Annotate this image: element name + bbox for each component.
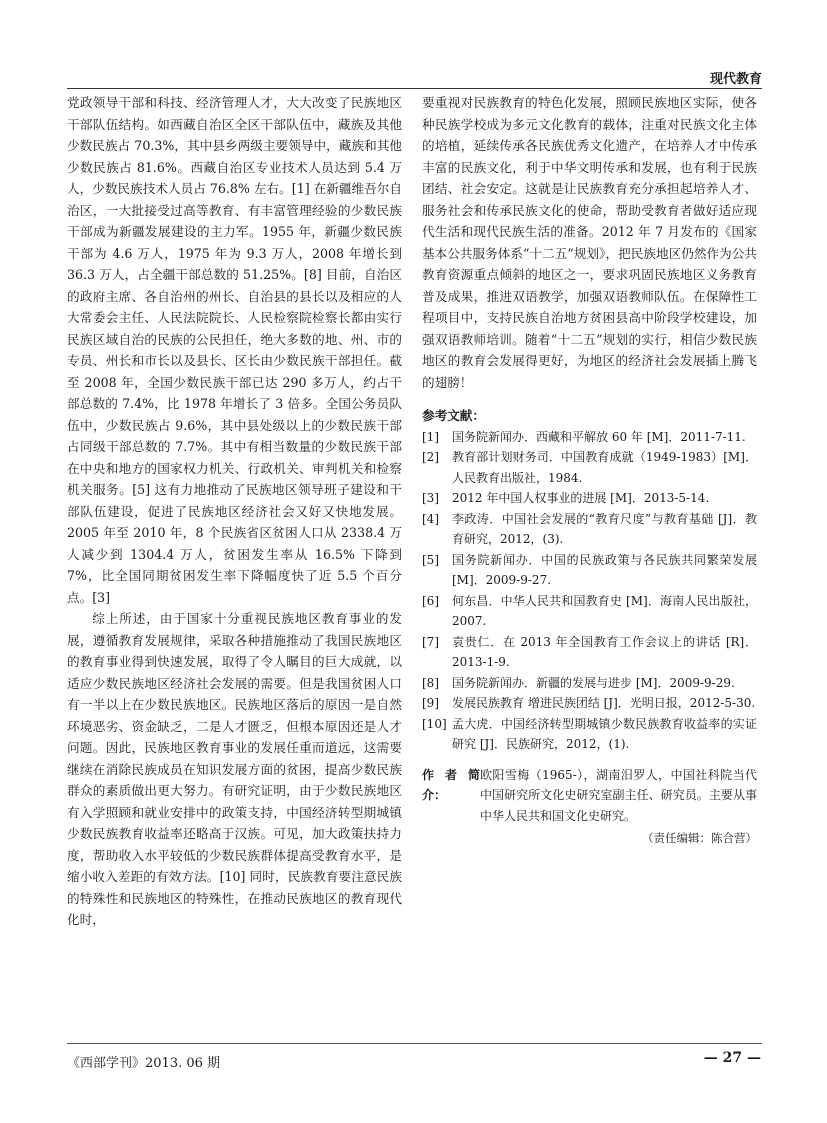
body-paragraph-1: 党政领导干部和科技、经济管理人才，大大改变了民族地区干部队伍结构。如西藏自治区全区干部队伍中，藏族及其他少数民族占 70.3%，其中县乡两级主要领导中，藏族和其他少数民族占 81.6%。西藏自治区专业技术人员达到 5.4 万人，少数民族技术人员占 76.8% 左右。[1] 在新疆维吾尔自治区，一大批接受过高等教育、有丰富管理经验的少数民族干部成为新疆发展建设的主力军。1955 年，新疆少数民族干部为 4.6 万人，1975 年为 9.3 万人，2008 年增长到 36.3 万人，占全疆干部总数的 51.25%。[8] 目前，自治区的政府主席、各自治州的州长、自治县的县长以及相应的人大常委会主任、人民法院院长、人民检察院检察长都由实行民族区域自治的民族的公民担任，绝大多数的地、州、市的专员、州长和市长以及县长、区长由少数民族干部担任。截至 2008 年，全国少数民族干部已达 290 多万人，约占干部总数的 7.4%，比 1978 年增长了 3 倍多。全国公务员队伍中，少数民族占 9.6%，其中县处级以上的少数民族干部占同级干部总数的 7.7%。其中有相当数量的少数民族干部在中央和地方的国家权力机关、行政机关、审判机关和检察机关服务。[5] 这有力地推动了民族地区领导班子建设和干部队伍建设，促进了民族地区经济社会又好又快地发展。2005 年至 2010 年，8 个民族省区贫困人口从 2338.4 万人减少到 1304.4 万人，贫困发生率从 16.5% 下降到 7%，比全国同期贫困发生率下降幅度快了近 5.5 个百分点。[3] [67, 95, 402, 605]
reference-list [422, 427, 757, 755]
reference-number: [1] [422, 429, 439, 444]
reference-item [422, 488, 757, 509]
reference-item [422, 714, 757, 755]
editor-note: （责任编辑：陈合营） [642, 831, 757, 845]
reference-text: 孟大虎．中国经济转型期城镇少数民族教育收益率的实证研究 [J]．民族研究，2012，(1). [452, 716, 757, 751]
reference-text: 国务院新闻办．西藏和平解放 60 年 [M]．2011-7-11. [452, 429, 746, 444]
reference-text: 国务院新闻办．新疆的发展与进步 [M]．2009-9-29. [452, 675, 735, 690]
reference-text: 袁贵仁．在 2013 年全国教育工作会议上的讲话 [R]．2013-1-9. [452, 634, 757, 669]
reference-text: 何东昌．中华人民共和国教育史 [M]．海南人民出版社，2007. [452, 593, 757, 628]
reference-item [422, 673, 757, 694]
section-title: 现代教育 [709, 72, 762, 87]
page-number: — 27 — [703, 1050, 761, 1066]
reference-number: [9] [422, 696, 439, 710]
body-paragraph-2: 综上所述，由于国家十分重视民族地区教育事业的发展，遵循教育发展规律，采取各种措施推动了我国民族地区的教育事业得到快速发展，取得了令人瞩目的巨大成就，以适应少数民族地区经济社会发展的需要。但是我国贫困人口有一半以上在少数民族地区。民族地区落后的原因一是自然环境恶劣、资金缺乏，二是人才匮乏，但根本原因还是人才问题。因此，民族地区教育事业的发展任重而道远，这需要继续在消除民族成员在知识发展方面的贫困，提高少数民族群众的素质做出更大努力。有研究证明，由于少数民族地区有入学照顾和就业安排中的政策支持，中国经济转型期城镇少数民族教育收益率还略高于汉族。可见，加大政策扶持力度，帮助收入水平较低的少数民族群体提高受教育水平，是缩小收入差距的有效方法。[10] 同时，民族教育要注意民族的特殊性和民族地区的特殊性，在推动民族地区的教育现代化时， [67, 611, 402, 927]
reference-item [422, 427, 757, 448]
reference-item [422, 509, 757, 550]
reference-number: [3] [422, 491, 439, 505]
reference-number: [5] [422, 552, 439, 567]
reference-text: 国务院新闻办．中国的民族政策与各民族共同繁荣发展 [M]．2009-9-27. [452, 552, 757, 587]
reference-text: 李政涛．中国社会发展的“教育尺度”与教育基础 [J]．教育研究，2012，(3). [452, 511, 757, 546]
reference-item [422, 632, 757, 673]
left-column [67, 92, 402, 931]
reference-number: [10] [422, 716, 447, 731]
author-label: 作者简介： [422, 767, 480, 802]
reference-item [422, 693, 757, 714]
reference-number: [6] [422, 593, 439, 608]
references-title: 参考文献： [422, 408, 485, 423]
header-rule [67, 88, 762, 89]
reference-number: [7] [422, 634, 439, 649]
reference-number: [4] [422, 511, 439, 526]
reference-number: [2] [422, 450, 439, 464]
reference-item [422, 591, 757, 632]
author-bio: 欧阳雪梅（1965-），湖南汨罗人，中国社科院当代中国研究所文化史研究室副主任、研究员。主要从事中华人民共和国文化史研究。 [480, 767, 757, 823]
reference-text: 发展民族教育 增进民族团结 [J]．光明日报，2012-5-30. [452, 696, 756, 710]
reference-text: 2012 年中国人权事业的进展 [M]．2013-5-14. [452, 491, 710, 505]
reference-item [422, 550, 757, 591]
right-column [422, 92, 757, 850]
journal-name: 《西部学刊》2013. 06 期 [67, 1056, 221, 1071]
reference-number: [8] [422, 675, 439, 690]
footer-rule [67, 1043, 762, 1044]
body-paragraph-3: 要重视对民族教育的特色化发展，照顾民族地区实际，使各种民族学校成为多元文化教育的载体，注重对民族文化主体的培植，延续传承各民族优秀文化遗产，在培养人才中传承丰富的民族文化，利于中华文明传承和发展，也有利于民族团结、社会安定。这就是让民族教育充分承担起培养人才、服务社会和传承民族文化的使命，帮助受教育者做好适应现代生活和现代民族生活的准备。2012 年 7 月发布的《国家基本公共服务体系“十二五”规划》，把民族地区仍然作为公共教育资源重点倾斜的地区之一，要求巩固民族地区义务教育普及成果，推进双语教学，加强双语教师队伍。在保障性工程项目中，支持民族自治地方贫困县高中阶段学校建设，加强双语教师培训。随着“十二五”规划的实行，相信少数民族地区的教育会发展得更好，为地区的经济社会发展插上腾飞的翅膀！ [422, 95, 757, 390]
reference-item [422, 447, 757, 488]
author-info [422, 765, 757, 827]
reference-text: 教育部计划财务司．中国教育成就（1949-1983）[M]．人民教育出版社，1984. [452, 450, 757, 485]
